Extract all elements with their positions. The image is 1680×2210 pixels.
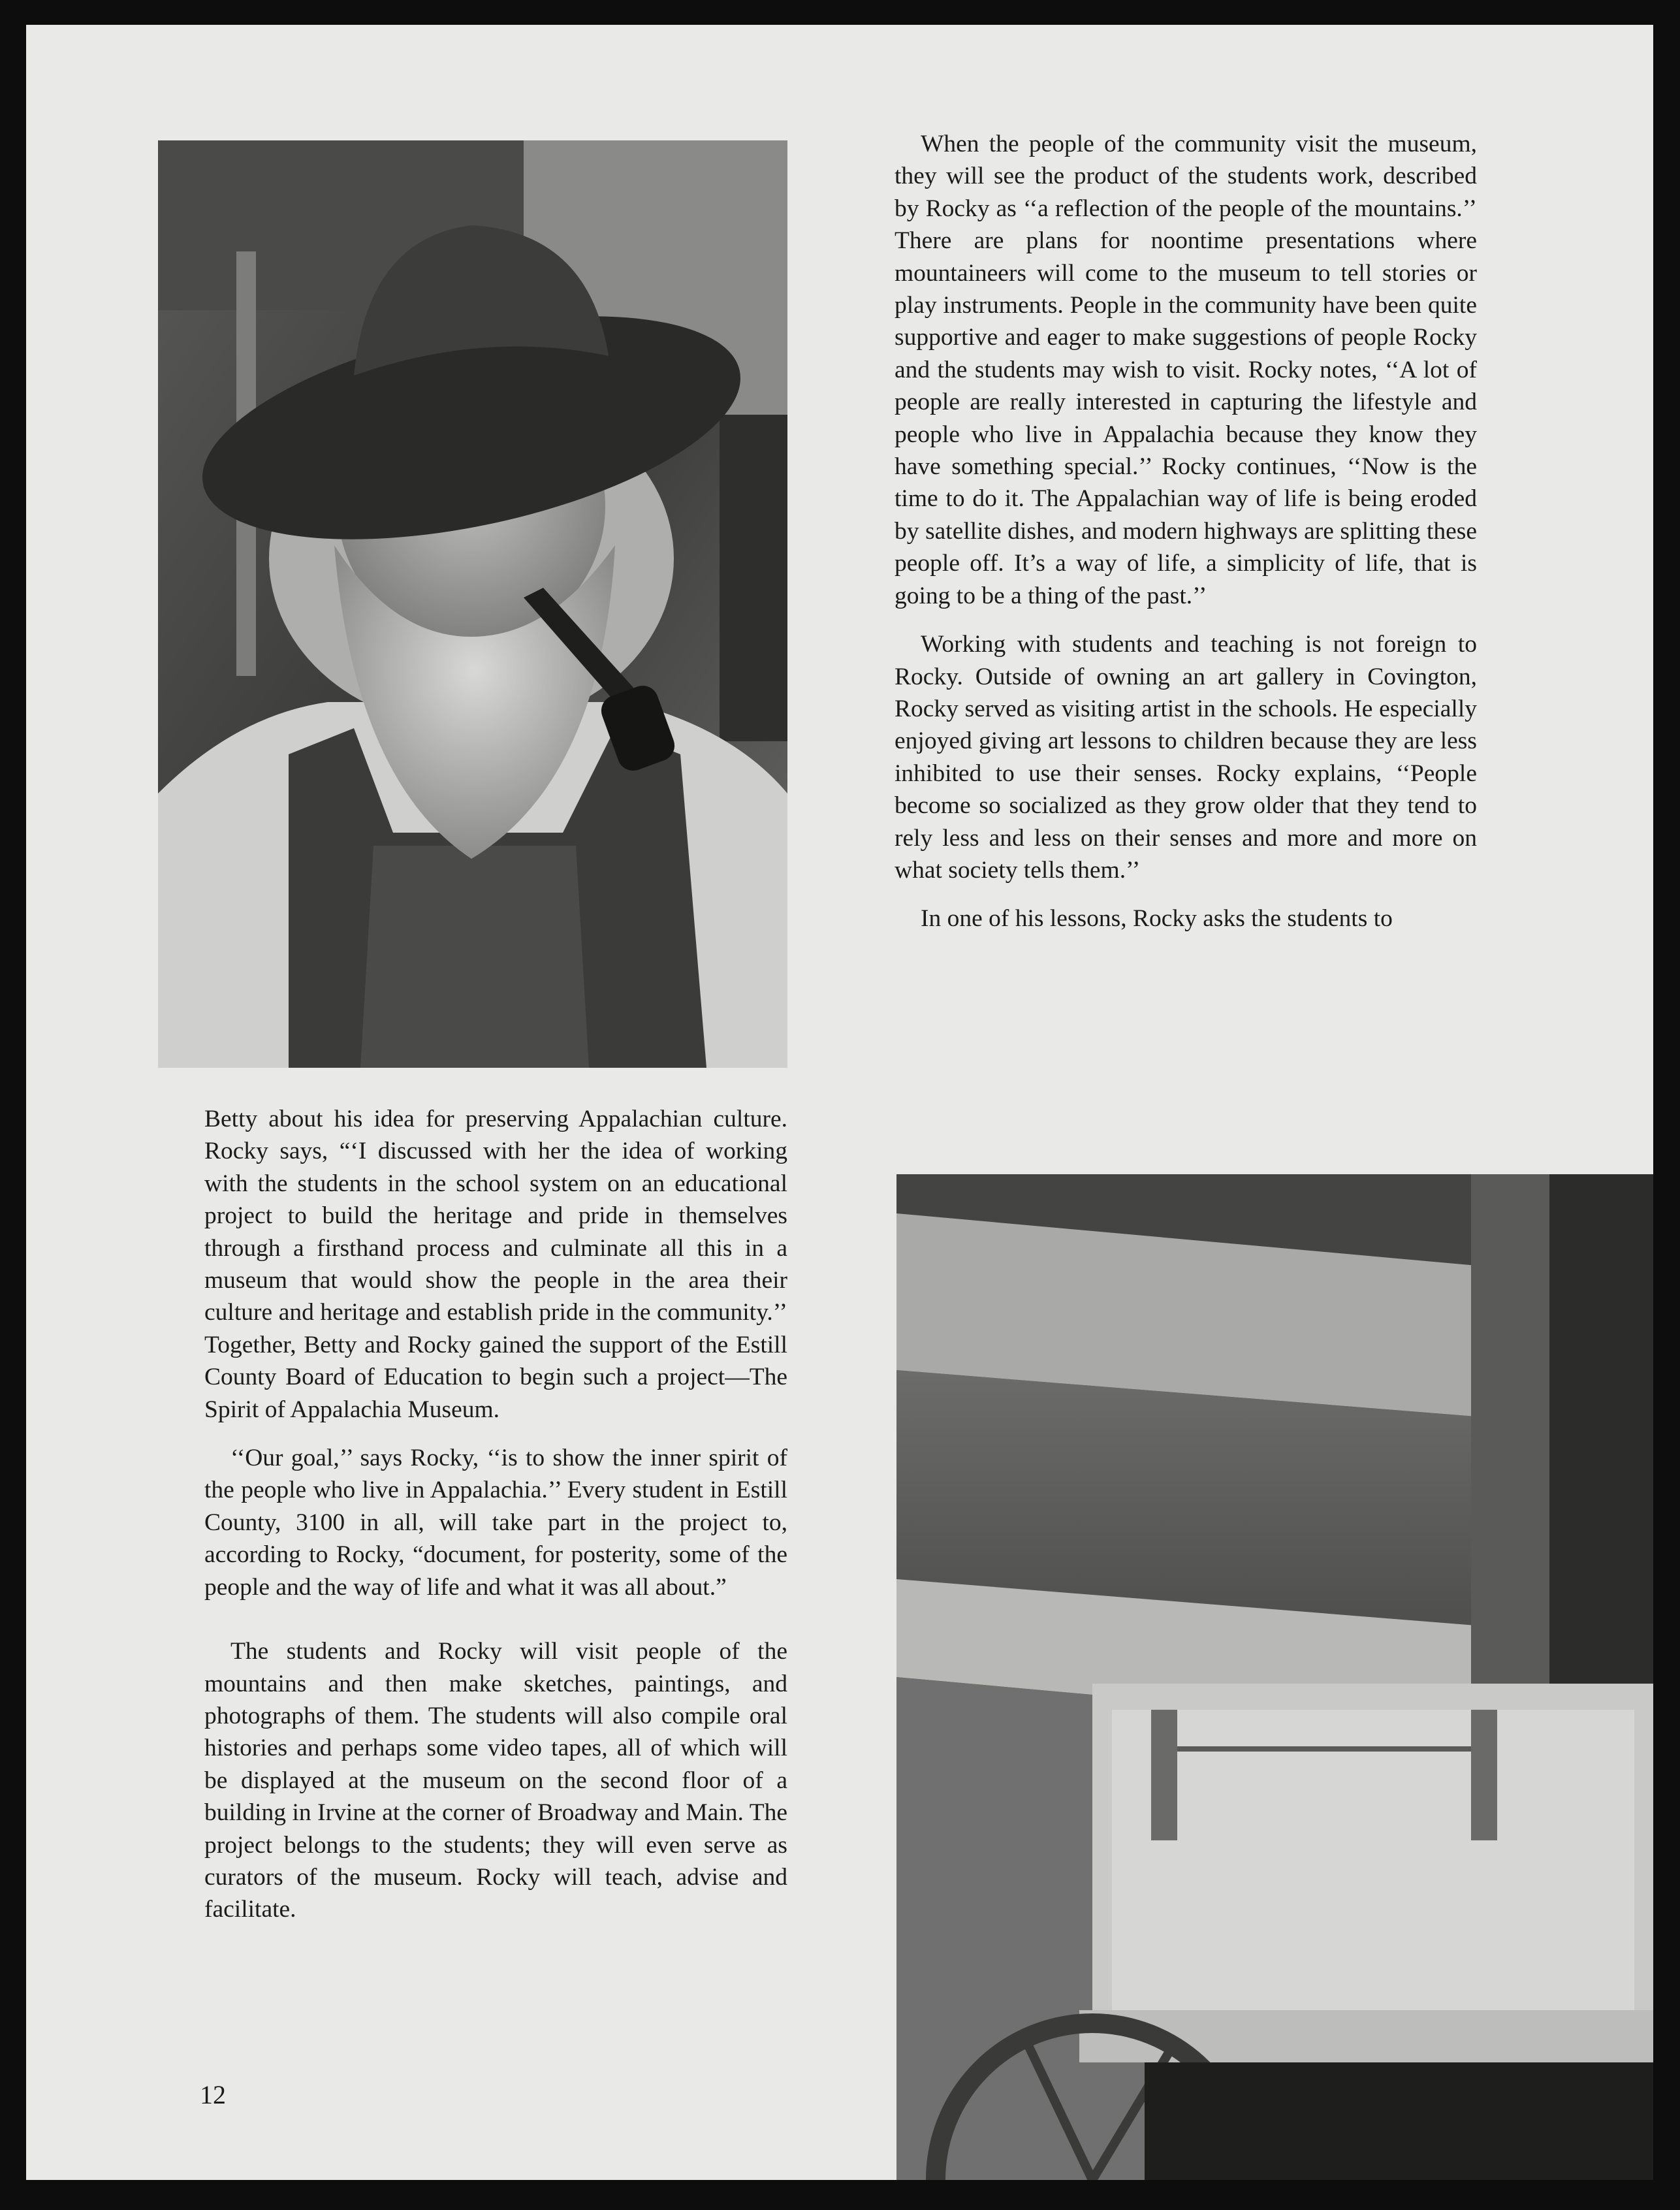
paragraph: ‘‘Our goal,’’ says Rocky, ‘‘is to show the inner spirit of the people who live in Appalachia.’’ Every student in Estill County, 3100 in all, will take part in the project to, according to Rocky, “document, for posterity, some of the people and the way of life and what it was all about.” (204, 1445, 787, 1601)
paragraph: When the people of the community visit the museum, they will see the product of the students work, described by Rocky as ‘‘a reflection of the people of the mountains.’’ There are plans for noontime presentations where mountaineers will come to the museum to tell stories or play instruments. People in the community have been quite supportive and eager to make suggestions of people Rocky and the students may wish to visit. Rocky notes, ‘‘A lot of people are really interested in capturing the lifestyle and people who live in Appalachia because they know they have something special.’’ Rocky continues, ‘‘Now is the time to do it. The Appalachian way of life is being eroded by satellite dishes, and modern highways are splitting these people off. It’s a way of life, a simplicity of life, that is going to be a thing of the past.’’ (895, 131, 1477, 609)
paragraph: Betty about his idea for preserving Appalachian culture. Rocky says, “‘I discussed with her the idea of working with the students in the school system on an educational project to build the heritage and pride in themselves through a firsthand process and culminate all this in a museum that would show the people in the area their culture and heritage and establish pride in the community.’’ Together, Betty and Rocky gained the support of the Estill County Board of Education to begin such a project—The Spirit of Appalachia Museum. (204, 1106, 787, 1423)
page-number: 12 (200, 2080, 226, 2109)
paragraph: The students and Rocky will visit people of the mountains and then make sketches, paintings, and photographs of them. The students will also compile oral histories and perhaps some video tapes, all of which will be displayed at the museum on the second floor of a building in Irvine at the corner of Broadway and Main. The project belongs to the students; they will even serve as curators of the museum. Rocky will teach, advise and facilitate. (204, 1638, 787, 1923)
wagon-photo (896, 1174, 1653, 2180)
portrait-photo (158, 140, 787, 1068)
paragraph: In one of his lessons, Rocky asks the students to (921, 905, 1393, 933)
magazine-page (26, 25, 1653, 2180)
paragraph: Working with students and teaching is not foreign to Rocky. Outside of owning an art gallery in Covington, Rocky served as visiting artist in the schools. He especially enjoyed giving art lessons to children because they are less inhibited to use their senses. Rocky explains, ‘‘People become so socialized as they grow older that they tend to rely less and less on their senses and more and more on what society tells them.’’ (895, 631, 1477, 884)
right-column (895, 128, 1477, 935)
left-column (204, 1103, 787, 1926)
